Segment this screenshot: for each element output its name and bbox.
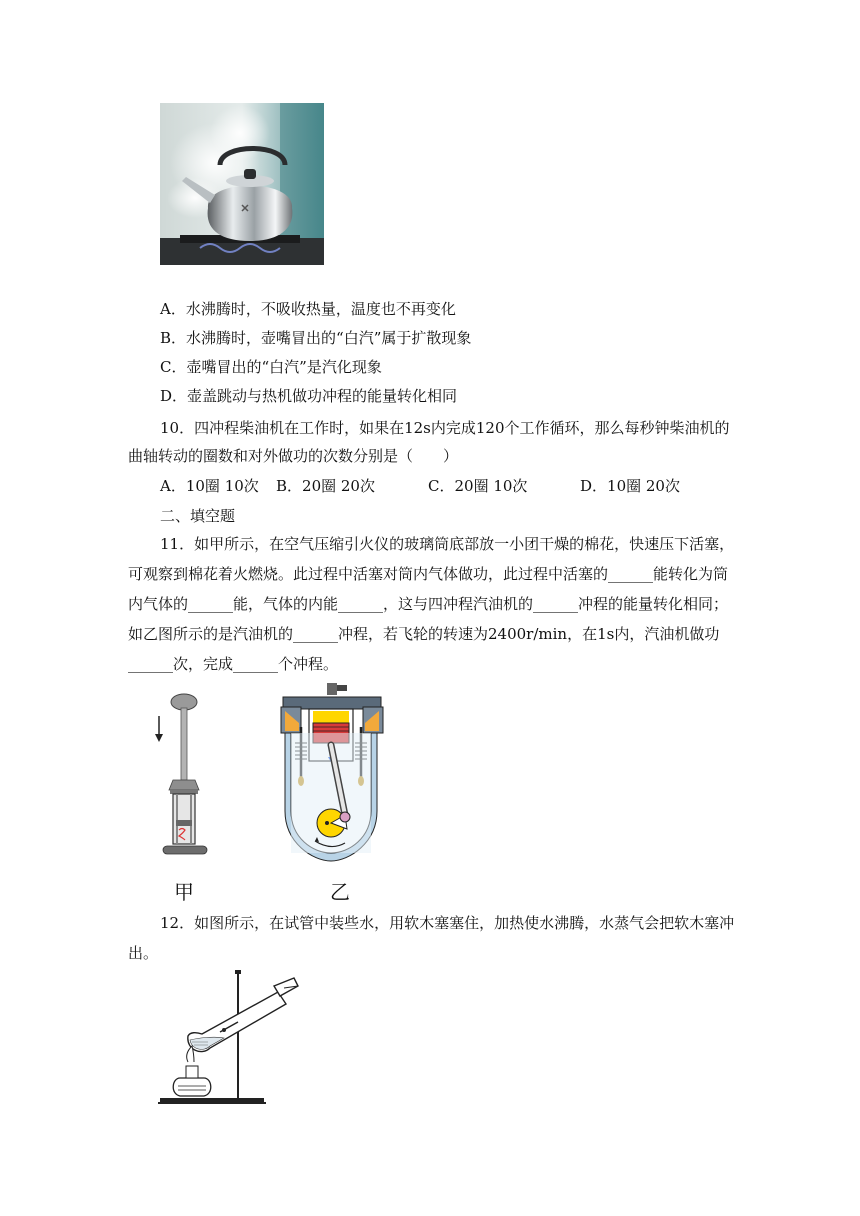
q10-option-b: B．20圈 20次 — [276, 477, 375, 495]
q10-option-d: D．10圈 20次 — [580, 477, 680, 495]
figure-label-jia: 甲 — [174, 880, 194, 904]
question-11-line-2: 可观察到棉花着火燃烧。此过程中活塞对筒内气体做功，此过程中活塞的______能转化为筒 — [128, 565, 729, 583]
question-10-stem-cont: 曲轴转动的圈数和对外做功的次数分别是（ ） — [128, 447, 459, 465]
air-compression-igniter-figure — [155, 690, 215, 870]
question-11-line-4: 如乙图所示的是汽油机的______冲程，若飞轮的转速为2400r/min，在1s内，汽油机做功 — [128, 625, 720, 643]
question-11-line-1: 11．如甲所示，在空气压缩引火仪的玻璃筒底部放一小团干燥的棉花，快速压下活塞， — [160, 535, 735, 553]
gasoline-engine-stroke-figure — [275, 683, 387, 867]
section-title: 二、填空题 — [160, 507, 236, 525]
question-11-line-5: ______次，完成______个冲程。 — [128, 655, 339, 673]
option-d: D．壶盖跳动与热机做功冲程的能量转化相同 — [160, 387, 458, 405]
q10-option-c: C．20圈 10次 — [428, 477, 528, 495]
question-10-stem: 10．四冲程柴油机在工作时，如果在12s内完成120个工作循环，那么每秒钟柴油机的 — [160, 419, 730, 437]
question-12-line-1: 12．如图所示，在试管中装些水，用软木塞塞住，加热使水沸腾，水蒸气会把软木塞冲 — [160, 914, 735, 932]
q10-option-a: A．10圈 10次 — [160, 477, 259, 495]
boiling-kettle-photo — [160, 103, 324, 265]
option-c: C．壶嘴冒出的“白汽”是汽化现象 — [160, 358, 382, 376]
question-12-line-2: 出。 — [128, 944, 159, 962]
test-tube-heating-figure — [158, 966, 308, 1106]
question-11-line-3: 内气体的______能，气体的内能______，这与四冲程汽油机的______冲程的能量转化相同； — [128, 595, 729, 613]
option-b: B．水沸腾时，壶嘴冒出的“白汽”属于扩散现象 — [160, 329, 472, 347]
question-10-options — [160, 476, 720, 496]
figure-label-yi: 乙 — [330, 880, 350, 904]
option-a: A．水沸腾时，不吸收热量，温度也不再变化 — [160, 300, 456, 318]
